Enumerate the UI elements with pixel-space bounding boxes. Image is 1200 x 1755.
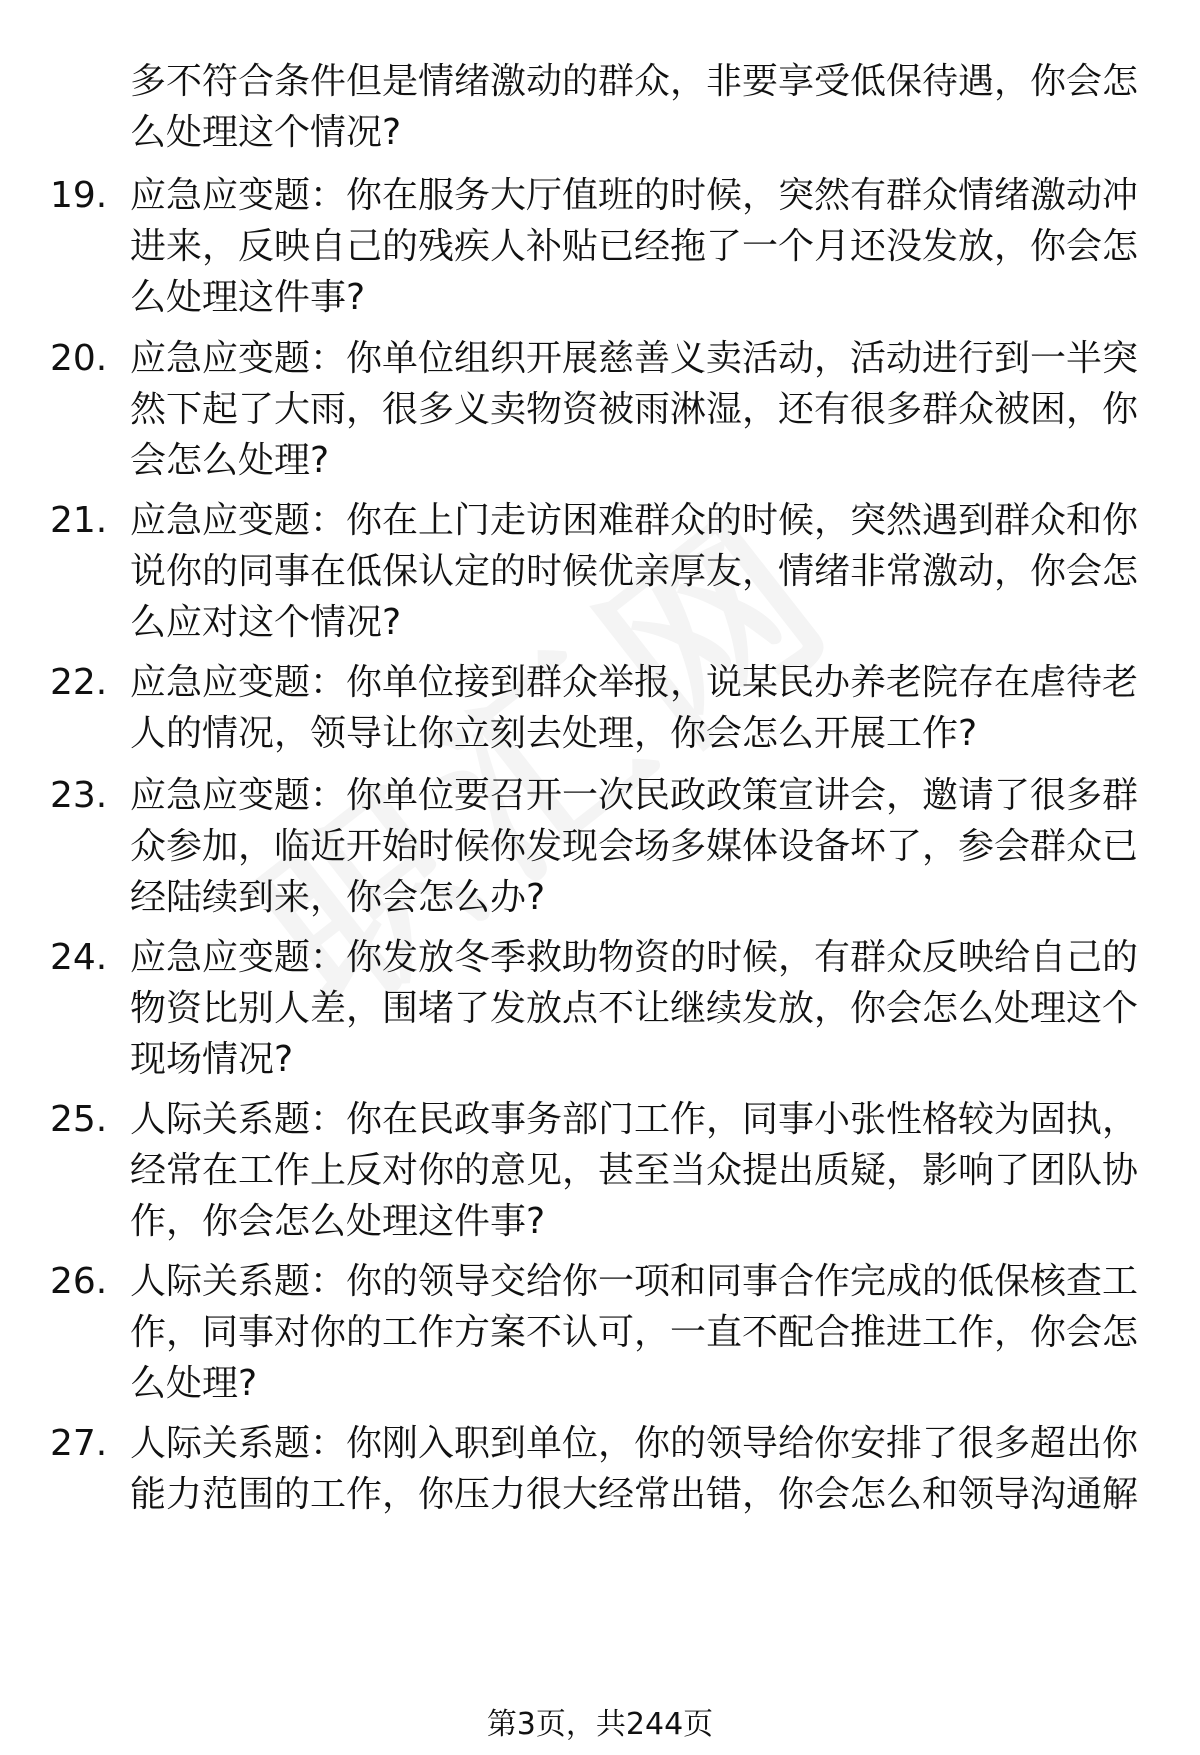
question-number: 21. <box>50 500 108 541</box>
question-item <box>50 1418 1140 1520</box>
question-item <box>50 170 1140 323</box>
question-text: 应急应变题：你单位接到群众举报，说某民办养老院存在虐待老人的情况，领导让你立刻去处理，你会怎么开展工作? <box>130 662 1139 754</box>
question-number: 23. <box>50 775 108 816</box>
question-text: 人际关系题：你的领导交给你一项和同事合作完成的低保核查工作，同事对你的工作方案不认可，一直不配合推进工作，你会怎么处理? <box>130 1261 1139 1404</box>
continued-question-text: 多不符合条件但是情绪激动的群众，非要享受低保待遇，你会怎么处理这个情况? <box>130 61 1139 153</box>
question-number: 25. <box>50 1099 108 1140</box>
question-number: 20. <box>50 338 108 379</box>
question-text: 应急应变题：你单位组织开展慈善义卖活动，活动进行到一半突然下起了大雨，很多义卖物资被雨淋湿，还有很多群众被困，你会怎么处理? <box>130 338 1139 481</box>
question-text: 应急应变题：你单位要召开一次民政政策宣讲会，邀请了很多群众参加，临近开始时候你发现会场多媒体设备坏了，参会群众已经陆续到来，你会怎么办? <box>130 775 1139 918</box>
page-number: 第3页，共244页 <box>486 1707 714 1742</box>
question-number: 27. <box>50 1423 108 1464</box>
question-item <box>50 657 1140 759</box>
question-item <box>50 333 1140 486</box>
question-number: 26. <box>50 1261 108 1302</box>
question-item <box>50 1256 1140 1409</box>
question-item <box>50 770 1140 923</box>
question-item <box>50 495 1140 648</box>
question-text: 应急应变题：你发放冬季救助物资的时候，有群众反映给自己的物资比别人差，围堵了发放点不让继续发放，你会怎么处理这个现场情况? <box>130 937 1139 1080</box>
question-number: 22. <box>50 662 108 703</box>
question-text: 应急应变题：你在服务大厅值班的时候，突然有群众情绪激动冲进来，反映自己的残疾人补贴已经拖了一个月还没发放，你会怎么处理这件事? <box>130 175 1139 318</box>
question-text: 人际关系题：你在民政事务部门工作，同事小张性格较为固执，经常在工作上反对你的意见，甚至当众提出质疑，影响了团队协作，你会怎么处理这件事? <box>130 1099 1139 1242</box>
question-number: 19. <box>50 175 108 216</box>
question-item <box>50 1094 1140 1247</box>
question-text: 应急应变题：你在上门走访困难群众的时候，突然遇到群众和你说你的同事在低保认定的时候优亲厚友，情绪非常激动，你会怎么应对这个情况? <box>130 500 1139 643</box>
question-number: 24. <box>50 937 108 978</box>
question-text: 人际关系题：你刚入职到单位，你的领导给你安排了很多超出你能力范围的工作，你压力很大经常出错，你会怎么和领导沟通解 <box>130 1423 1139 1515</box>
question-item <box>50 932 1140 1085</box>
